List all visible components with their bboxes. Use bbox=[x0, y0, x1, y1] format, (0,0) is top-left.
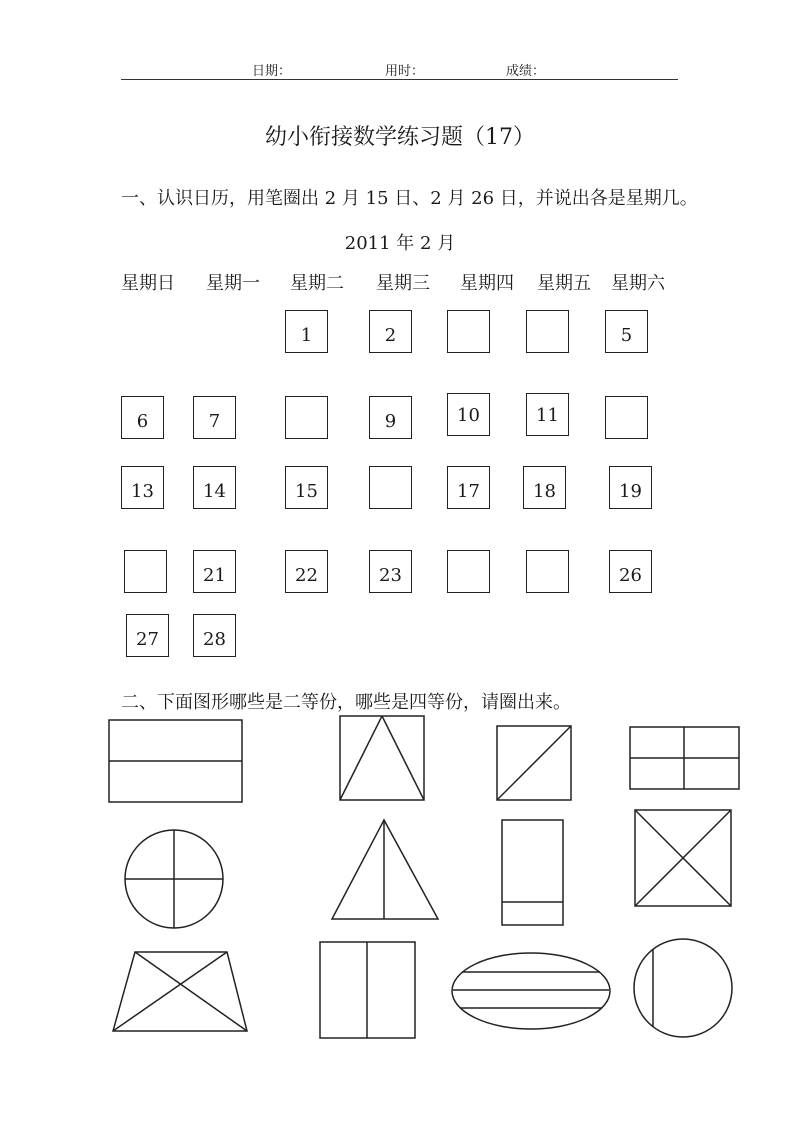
calendar-cell[interactable]: 28 bbox=[193, 614, 236, 657]
shape-ellipse-horizontal-lines[interactable] bbox=[452, 953, 610, 1029]
calendar-cell[interactable]: 14 bbox=[193, 466, 236, 509]
calendar-cell[interactable]: 10 bbox=[447, 393, 490, 436]
shape-square-both-diagonals[interactable] bbox=[635, 810, 731, 906]
shape-circle-vertical-chord[interactable] bbox=[634, 939, 732, 1037]
calendar-cell[interactable]: 1 bbox=[285, 310, 328, 353]
weekday-sun: 星期日 bbox=[121, 273, 175, 294]
calendar-cell[interactable]: 5 bbox=[605, 310, 648, 353]
calendar-cell[interactable]: 26 bbox=[609, 550, 652, 593]
calendar-month-title: 2011 年 2 月 bbox=[344, 233, 456, 254]
shape-circle-cross[interactable] bbox=[125, 830, 223, 928]
calendar-cell[interactable]: 23 bbox=[369, 550, 412, 593]
calendar-cell[interactable]: 21 bbox=[193, 550, 236, 593]
shape-rectangle-horizontal-line[interactable] bbox=[109, 720, 242, 802]
calendar-cell[interactable]: 15 bbox=[285, 466, 328, 509]
calendar-cell[interactable]: 11 bbox=[526, 393, 569, 436]
weekday-mon: 星期一 bbox=[206, 273, 260, 294]
page-title: 幼小衔接数学练习题（17） bbox=[265, 125, 535, 150]
calendar-cell[interactable]: 18 bbox=[523, 466, 566, 509]
calendar-cell[interactable]: 27 bbox=[126, 614, 169, 657]
calendar-cell[interactable]: 17 bbox=[447, 466, 490, 509]
calendar-cell[interactable]: 13 bbox=[121, 466, 164, 509]
question-2: 二、下面图形哪些是二等份，哪些是四等份，请圈出来。 bbox=[121, 692, 571, 713]
shape-square-with-triangle[interactable] bbox=[340, 716, 424, 800]
weekday-sat: 星期六 bbox=[611, 273, 665, 294]
question-1: 一、认识日历，用笔圈出 2 月 15 日、2 月 26 日，并说出各是星期几。 bbox=[121, 188, 698, 209]
weekday-fri: 星期五 bbox=[537, 273, 591, 294]
weekday-tue: 星期二 bbox=[290, 273, 344, 294]
calendar-cell[interactable]: 7 bbox=[193, 396, 236, 439]
calendar-cell[interactable]: 19 bbox=[609, 466, 652, 509]
shape-triangle-median[interactable] bbox=[332, 820, 438, 919]
score-label: 成绩： bbox=[506, 64, 546, 79]
time-label: 用时： bbox=[385, 64, 425, 79]
calendar-cell[interactable]: 22 bbox=[285, 550, 328, 593]
calendar-cell[interactable]: 2 bbox=[369, 310, 412, 353]
date-label: 日期： bbox=[252, 64, 292, 79]
weekday-thu: 星期四 bbox=[460, 273, 514, 294]
shape-rectangle-vertical-line[interactable] bbox=[320, 942, 415, 1038]
calendar-cell[interactable]: 9 bbox=[369, 396, 412, 439]
shape-trapezoid-crossed[interactable] bbox=[113, 952, 247, 1031]
shape-rectangle-bottom-strip[interactable] bbox=[502, 820, 563, 925]
shape-square-diagonal[interactable] bbox=[497, 726, 571, 800]
shape-rectangle-cross[interactable] bbox=[630, 727, 739, 789]
calendar-cell[interactable]: 6 bbox=[121, 396, 164, 439]
weekday-wed: 星期三 bbox=[376, 273, 430, 294]
